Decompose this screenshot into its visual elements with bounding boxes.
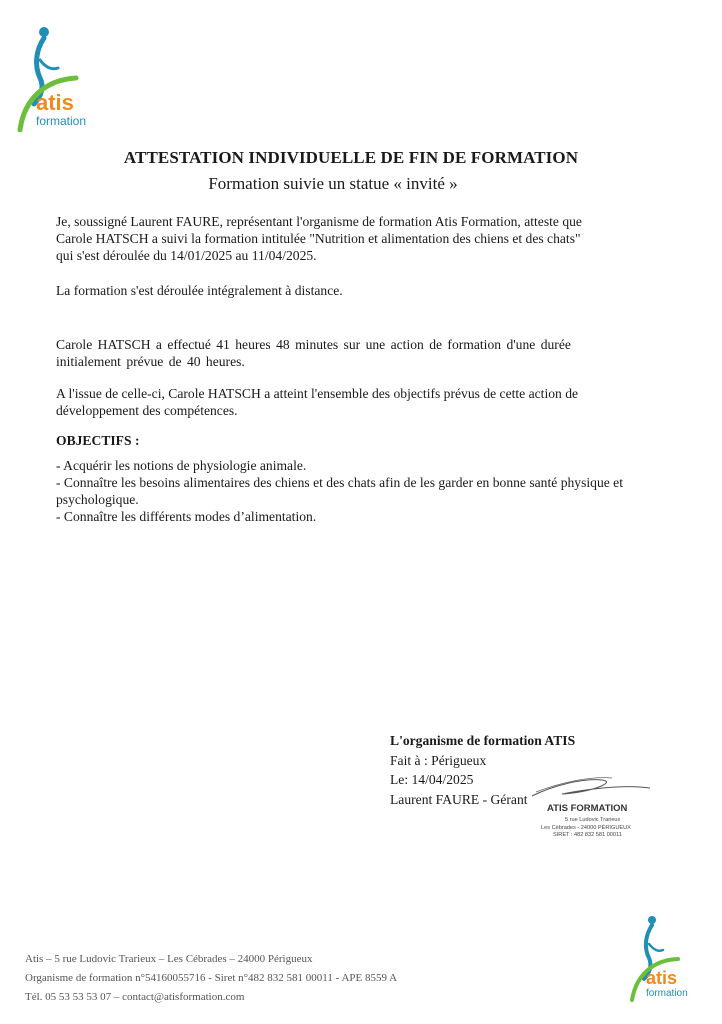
paragraph-line: Carole HATSCH a effectué 41 heures 48 minutes sur une action de formation d'une durée — [56, 337, 571, 352]
paragraph-line: qui s'est déroulée du 14/01/2025 au 11/04/2025. — [56, 248, 317, 263]
footer — [25, 950, 397, 1007]
signature-org: L'organisme de formation ATIS — [390, 733, 576, 748]
signature-place: Fait à : Périgueux — [390, 752, 487, 768]
paragraph-distance — [56, 282, 662, 299]
list-item: - Connaître les besoins alimentaires des chiens et des chats afin de les garder en bonne santé physique et psychologique. — [56, 475, 623, 507]
paragraph-line: La formation s'est déroulée intégralement à distance. — [56, 283, 343, 298]
footer-registration: Organisme de formation n°54160055716 - Siret n°482 832 581 00011 - APE 8559 A — [25, 972, 398, 984]
paragraph-line: Carole HATSCH a suivi la formation intitulée "Nutrition et alimentation des chiens et des chats" — [56, 231, 581, 246]
stamp-line: Les Cèbrades - 24000 PÉRIGUEUX — [541, 825, 631, 831]
list-item: - Acquérir les notions de physiologie animale. — [56, 458, 307, 473]
paragraph-line: initialement prévue de 40 heures. — [56, 354, 245, 369]
header-logo — [14, 20, 104, 132]
logo-brand: atis — [36, 90, 74, 115]
document-subtitle: Formation suivie un statue « invité » — [208, 174, 458, 193]
paragraph-duration — [56, 336, 662, 370]
footer-address: Atis – 5 rue Ludovic Trarieux – Les Cébrades – 24000 Périgueux — [25, 953, 313, 965]
paragraph-line: Je, soussigné Laurent FAURE, représentant l'organisme de formation Atis Formation, atteste que — [56, 214, 582, 229]
stamp-line: SIRET : 482 832 581 00011 — [553, 832, 622, 838]
logo-brand: atis — [646, 968, 678, 988]
signature-date: Le: 14/04/2025 — [390, 772, 474, 787]
objectives-list — [56, 457, 666, 525]
logo-sub: formation — [36, 114, 87, 128]
stamp-line: 5 rue Ludovic Trarieux — [565, 817, 621, 823]
footer-contact: Tél. 05 53 53 53 07 – contact@atisformation.com — [25, 991, 245, 1003]
objectives-title: OBJECTIFS : — [56, 433, 140, 448]
signature-signer: Laurent FAURE - Gérant — [390, 791, 528, 807]
paragraph-attestation — [56, 213, 662, 264]
document-title: ATTESTATION INDIVIDUELLE DE FIN DE FORMATION — [123, 148, 579, 167]
stamp-name: ATIS FORMATION — [547, 803, 628, 814]
logo-sub: formation — [646, 988, 688, 999]
footer-logo — [628, 912, 698, 1002]
list-item: - Connaître les différents modes d’alimentation. — [56, 509, 317, 524]
paragraph-line: développement des compétences. — [56, 403, 238, 418]
paragraph-objectives-met — [56, 385, 662, 419]
paragraph-line: A l'issue de celle-ci, Carole HATSCH a atteint l'ensemble des objectifs prévus de cette action de — [56, 386, 579, 401]
